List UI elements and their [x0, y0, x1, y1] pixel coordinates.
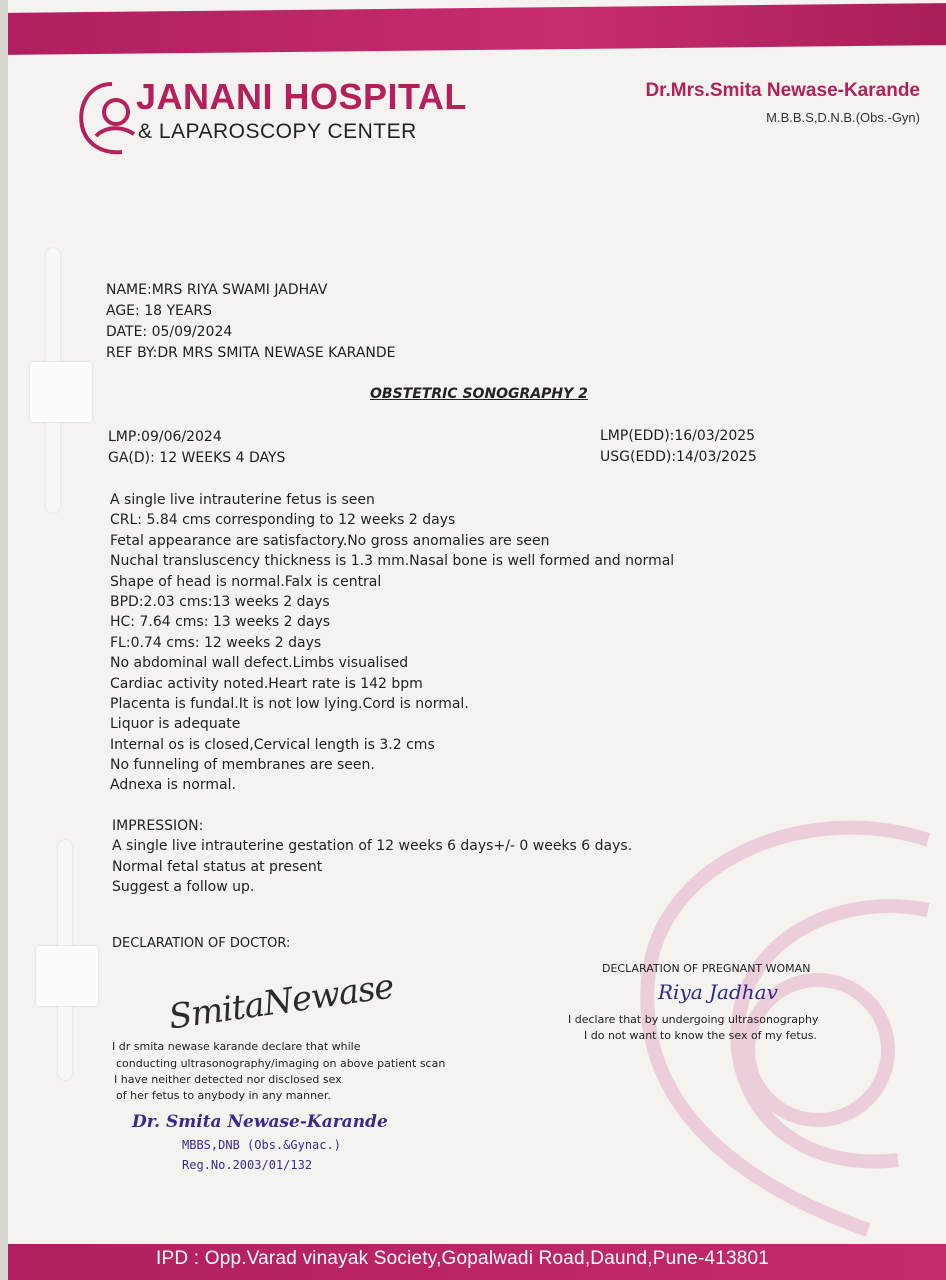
- finding-line: CRL: 5.84 cms corresponding to 12 weeks 2 days: [110, 512, 456, 529]
- finding-line: No funneling of membranes are seen.: [110, 757, 375, 774]
- finding-line: HC: 7.64 cms: 13 weeks 2 days: [110, 614, 331, 631]
- doctor-declaration-line: I dr smita newase karande declare that while: [112, 1040, 361, 1053]
- patient-age: AGE: 18 YEARS: [106, 303, 213, 319]
- finding-line: Adnexa is normal.: [110, 777, 236, 794]
- finding-line: Internal os is closed,Cervical length is 3.2 cms: [110, 736, 435, 753]
- finding-line: Placenta is fundal.It is not low lying.Cord is normal.: [110, 695, 469, 712]
- doctor-declaration-line: I have neither detected nor disclosed sex: [114, 1073, 342, 1086]
- doctor-declaration-heading: DECLARATION OF DOCTOR:: [112, 936, 291, 951]
- footer-address: IPD : Opp.Varad vinayak Society,Gopalwadi Road,Daund,Pune-413801: [156, 1248, 770, 1269]
- patient-declaration-heading: DECLARATION OF PREGNANT WOMAN: [602, 962, 811, 975]
- referred-by: REF BY:DR MRS SMITA NEWASE KARANDE: [106, 345, 396, 361]
- doctor-name: Dr.Mrs.Smita Newase-Karande: [645, 80, 920, 101]
- impression-line: Suggest a follow up.: [112, 878, 255, 895]
- patient-declaration-line: I do not want to know the sex of my fetus.: [584, 1029, 817, 1042]
- doctor-declaration-line: conducting ultrasonography/imaging on above patient scan: [116, 1057, 446, 1070]
- impression-section: [112, 816, 632, 897]
- stamp-registration: Reg.No.2003/01/132: [182, 1158, 313, 1172]
- stamp-doctor-name: Dr. Smita Newase-Karande: [132, 1112, 388, 1132]
- usg-edd: USG(EDD):14/03/2025: [600, 449, 757, 465]
- doctor-qualification: M.B.B.S,D.N.B.(Obs.-Gyn): [766, 110, 920, 125]
- finding-line: Liquor is adequate: [110, 716, 241, 733]
- hospital-logo: [72, 78, 144, 158]
- finding-line: Shape of head is normal.Falx is central: [110, 573, 382, 590]
- finding-line: Cardiac activity noted.Heart rate is 142 bpm: [110, 675, 423, 692]
- stamp-qualification: MBBS,DNB (Obs.&Gynac.): [182, 1138, 341, 1152]
- finding-line: Nuchal transluscency thickness is 1.3 mm.Nasal bone is well formed and normal: [110, 553, 675, 570]
- hospital-name: JANANI HOSPITAL: [136, 76, 467, 117]
- impression-heading: IMPRESSION:: [112, 818, 204, 834]
- doctor-signature: SmitaNewase: [166, 966, 396, 1038]
- report-page: [8, 0, 946, 1280]
- finding-line: Fetal appearance are satisfactory.No gross anomalies are seen: [110, 532, 550, 549]
- header-band: [8, 3, 946, 55]
- patient-name: NAME:MRS RIYA SWAMI JADHAV: [106, 282, 328, 298]
- lmp-edd: LMP(EDD):16/03/2025: [600, 428, 756, 444]
- lmp-date: LMP:09/06/2024: [108, 429, 222, 445]
- impression-line: A single live intrauterine gestation of 12 weeks 6 days+/- 0 weeks 6 days.: [112, 838, 633, 855]
- findings-list: [110, 490, 674, 796]
- finding-line: BPD:2.03 cms:13 weeks 2 days: [110, 593, 330, 610]
- finding-line: No abdominal wall defect.Limbs visualised: [110, 655, 409, 672]
- binder-clip-upper: [30, 362, 92, 422]
- finding-line: FL:0.74 cms: 12 weeks 2 days: [110, 634, 322, 651]
- binder-clip-lower: [36, 946, 98, 1006]
- report-date: DATE: 05/09/2024: [106, 324, 233, 340]
- gestational-age: GA(D): 12 WEEKS 4 DAYS: [108, 450, 286, 466]
- report-title: OBSTETRIC SONOGRAPHY 2: [370, 386, 588, 402]
- patient-signature: Riya Jadhav: [658, 980, 778, 1004]
- doctor-declaration-line: of her fetus to anybody in any manner.: [116, 1089, 331, 1102]
- impression-line: Normal fetal status at present: [112, 858, 323, 875]
- finding-line: A single live intrauterine fetus is seen: [110, 492, 375, 508]
- hospital-subtitle: & LAPAROSCOPY CENTER: [138, 120, 417, 143]
- patient-declaration-line: I declare that by undergoing ultrasonography: [568, 1013, 819, 1026]
